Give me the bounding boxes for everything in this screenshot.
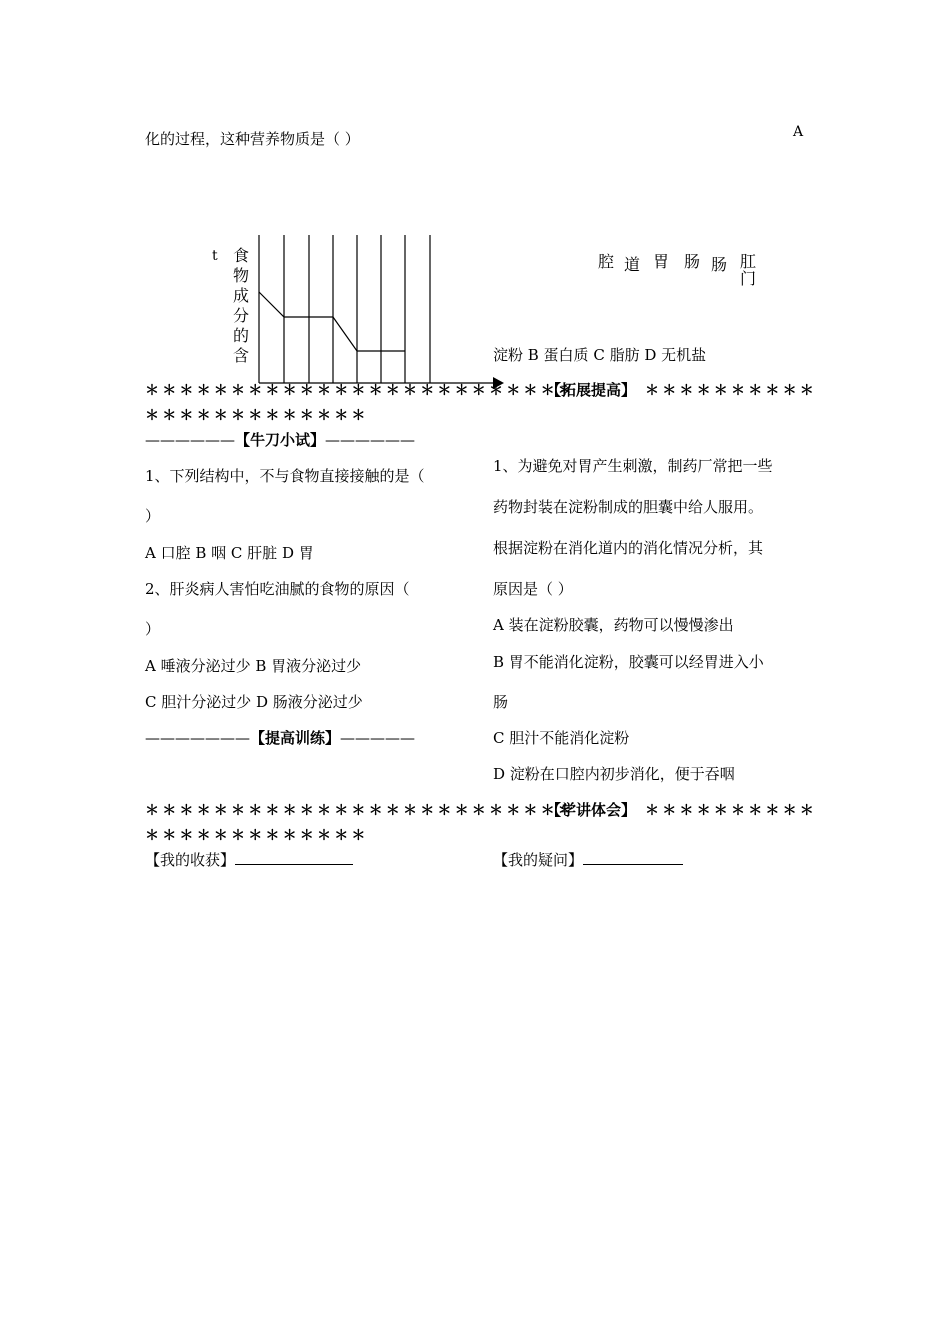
graph-ylabel-char: 成 [232,286,249,305]
star-divider: ＊＊＊＊＊＊＊＊＊＊ [645,383,817,399]
star-divider: ＊＊＊＊＊＊＊＊＊＊＊＊＊＊＊＊＊＊＊＊＊＊＊＊＊ [145,383,575,399]
improve-section-header [145,727,415,748]
graph-ylabel-char: 的 [232,326,249,345]
star-divider: ＊＊＊＊＊＊＊＊＊＊＊＊＊＊＊＊＊＊＊＊＊＊＊＊＊ [145,803,575,819]
digestion-graph [0,0,950,400]
right-q-option-c: C 胆汁不能消化淀粉 [493,729,630,747]
right-q-option-d: D 淀粉在口腔内初步消化，便于吞咽 [493,765,735,783]
graph-organ-label: 肛 [740,252,757,271]
right-q-option-b-line1: B 胃不能消化淀粉，胶囊可以经胃进入小 [493,653,764,671]
my-gain-blank[interactable] [235,850,353,865]
graph-organ-label: 道 [624,255,641,274]
header-right-letter: A [793,124,804,140]
right-q-line1: 1、为避免对胃产生刺激，制药厂常把一些 [493,457,773,475]
graph-organ-label: 胃 [653,252,670,271]
my-gain-label: 【我的收获】 [145,851,236,869]
left-q1-options: A 口腔 B 咽 C 肝脏 D 胃 [145,544,314,562]
experience-section-title: 【学讲体会】 [546,801,637,819]
dash-rule: —————— [325,431,416,449]
star-divider: ＊＊＊＊＊＊＊＊＊＊＊＊＊ [145,828,369,844]
graph-cut-char: t [212,248,218,264]
graph-organ-label: 门 [740,269,757,288]
left-q2-option-1: A 唾液分泌过少 B 胃液分泌过少 [145,657,362,675]
right-q-line3: 根据淀粉在消化道内的消化情况分析，其 [493,539,764,557]
header-line: 化的过程，这种营养物质是（ ） [145,130,360,148]
left-q2-line1: 2、肝炎病人害怕吃油腻的食物的原因（ [145,580,410,598]
right-q-option-b-line2: 肠 [493,693,509,711]
graph-ylabel-char: 分 [232,306,249,325]
right-q-option-a: A 装在淀粉胶囊，药物可以慢慢渗出 [493,616,734,634]
my-question-blank[interactable] [583,850,683,865]
graph-ylabel-char: 含 [232,346,249,365]
graph-options: 淀粉 B 蛋白质 C 脂肪 D 无机盐 [493,346,707,364]
trial-section-title: 【牛刀小试】 [235,431,326,449]
star-divider: ＊＊＊＊＊＊＊＊＊＊＊＊＊ [145,408,369,424]
improve-section-title: 【提高训练】 [250,729,341,747]
graph-organ-label: 肠 [684,252,701,271]
graph-curve [259,292,405,351]
left-q2-line2: ） [145,620,161,638]
left-q2-option-2: C 胆汁分泌过少 D 肠液分泌过少 [145,693,363,711]
my-question [493,849,683,870]
graph-ylabel-char: 物 [232,266,249,285]
expand-section-title: 【拓展提高】 [546,381,637,399]
right-q-line4: 原因是（ ） [493,580,573,598]
left-q1-line1: 1、下列结构中，不与食物直接接触的是（ [145,467,425,485]
my-question-label: 【我的疑问】 [493,851,584,869]
dash-rule: ————— [340,729,416,747]
graph-organ-label: 肠 [711,255,728,274]
trial-section-header [145,429,415,450]
left-q1-line2: ） [145,507,161,525]
right-q-line2: 药物封装在淀粉制成的胆囊中给人服用。 [493,498,764,516]
star-divider: ＊＊＊＊＊＊＊＊＊＊ [645,803,817,819]
my-gain [145,849,353,870]
graph-ylabel-char: 食 [232,246,249,265]
dash-rule: —————— [145,431,235,449]
graph-organ-label: 腔 [598,252,615,271]
dash-rule: ——————— [145,729,250,747]
